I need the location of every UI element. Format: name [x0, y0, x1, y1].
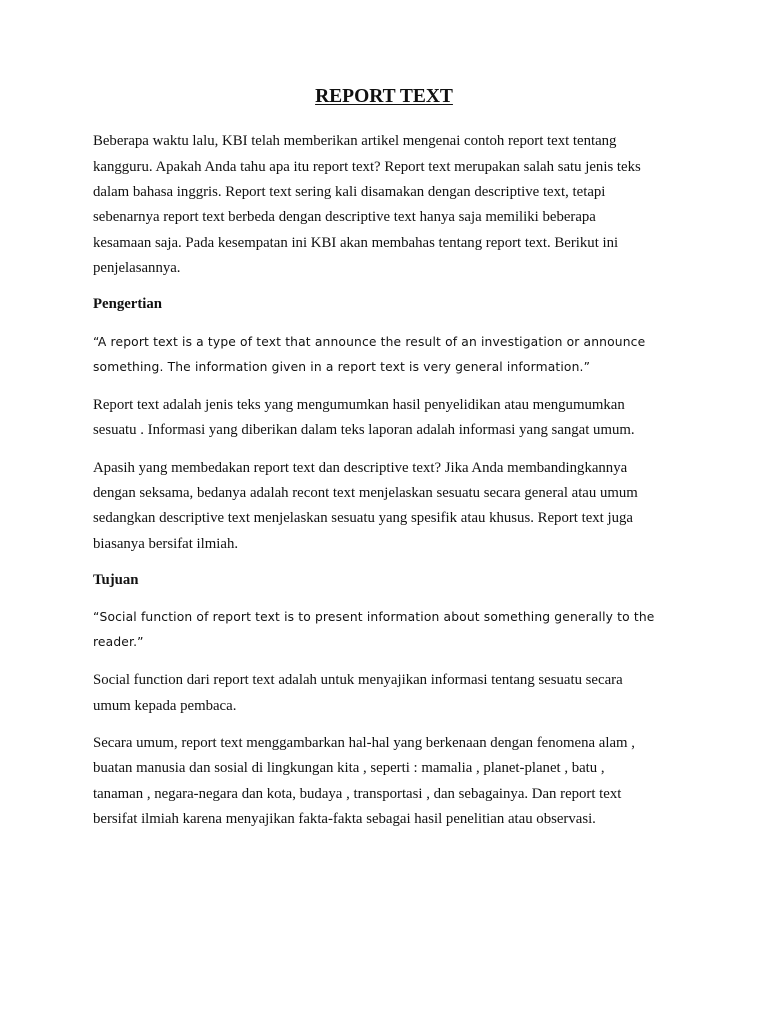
comparison-paragraph-line: dengan seksama, bedanya adalah recont text menjelaskan sesuatu secara general atau umum	[93, 485, 638, 501]
purpose-quote-line: “Social function of report text is to present information about something generally to the	[93, 610, 655, 624]
intro-line: sebenarnya report text berbeda dengan descriptive text hanya saja memiliki beberapa	[93, 209, 596, 225]
purpose-quote-line: reader.”	[93, 635, 144, 649]
scope-paragraph-line: bersifat ilmiah karena menyajikan fakta-fakta sebagai hasil penelitian atau observasi.	[93, 811, 596, 827]
comparison-paragraph-line: biasanya bersifat ilmiah.	[93, 536, 239, 552]
comparison-paragraph-line: sedangkan descriptive text menjelaskan sesuatu yang spesifik atau khusus. Report text juga	[93, 510, 633, 526]
definition-quote-line: “A report text is a type of text that announce the result of an investigation or announce	[93, 335, 646, 349]
intro-line: Beberapa waktu lalu, KBI telah memberikan artikel mengenai contoh report text tentang	[93, 133, 617, 149]
scope-paragraph-line: buatan manusia dan sosial di lingkungan kita , seperti : mamalia , planet-planet , batu ,	[93, 760, 605, 776]
definition-quote-line: something. The information given in a report text is very general information.”	[93, 360, 591, 374]
intro-line: penjelasannya.	[93, 260, 181, 276]
intro-line: kangguru. Apakah Anda tahu apa itu report text? Report text merupakan salah satu jenis teks	[93, 159, 641, 175]
intro-line: dalam bahasa inggris. Report text sering kali disamakan dengan descriptive text, tetapi	[93, 184, 606, 200]
section-heading-tujuan: Tujuan	[93, 572, 139, 588]
definition-paragraph-line: Report text adalah jenis teks yang mengumumkan hasil penyelidikan atau mengumumkan	[93, 397, 625, 413]
scope-paragraph-line: Secara umum, report text menggambarkan hal-hal yang berkenaan dengan fenomena alam ,	[93, 735, 635, 751]
section-heading-pengertian: Pengertian	[93, 296, 163, 312]
definition-paragraph-line: sesuatu . Informasi yang diberikan dalam teks laporan adalah informasi yang sangat umum.	[93, 422, 635, 438]
intro-line: kesamaan saja. Pada kesempatan ini KBI akan membahas tentang report text. Berikut ini	[93, 235, 619, 251]
purpose-paragraph-line: umum kepada pembaca.	[93, 698, 237, 714]
purpose-paragraph-line: Social function dari report text adalah untuk menyajikan informasi tentang sesuatu secara	[93, 672, 623, 688]
comparison-paragraph-line: Apasih yang membedakan report text dan descriptive text? Jika Anda membandingkannya	[93, 460, 628, 476]
page-title: REPORT TEXT	[315, 86, 453, 107]
scope-paragraph-line: tanaman , negara-negara dan kota, budaya , transportasi , dan sebagainya. Dan report text	[93, 786, 622, 802]
